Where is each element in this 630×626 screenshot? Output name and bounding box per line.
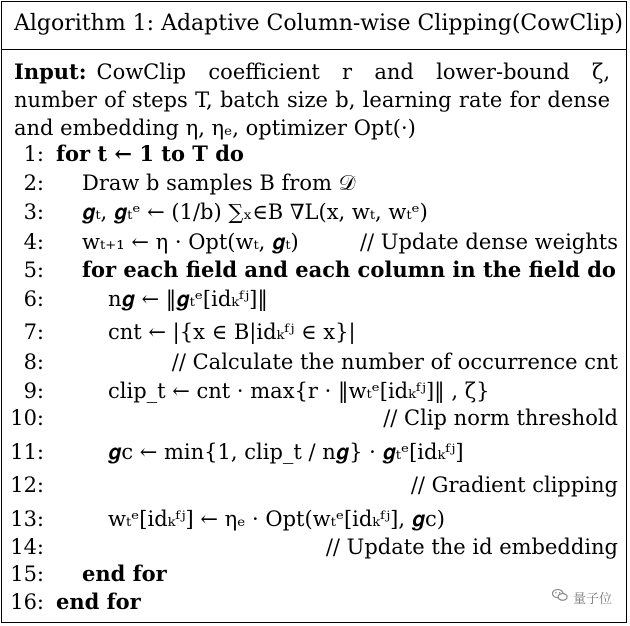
wechat-icon (551, 586, 569, 608)
algorithm-line (2, 140, 628, 168)
algorithm-line (2, 404, 628, 432)
algorithm-line (2, 377, 628, 405)
algorithm-line (2, 438, 628, 466)
line-number: 1: (23, 142, 44, 166)
line-code: cnt ← |{x ∈ B|idₖᶠʲ ∈ x}| (108, 320, 356, 344)
line-code: end for (56, 589, 141, 614)
watermark (551, 586, 612, 608)
algorithm-line (2, 285, 628, 313)
algorithm-title: Algorithm 1: Adaptive Column-wise Clipping(CowClip) (14, 11, 623, 36)
algorithm-line (2, 318, 628, 346)
watermark-text: 量子位 (572, 591, 612, 607)
algorithm-line (2, 505, 628, 533)
algorithm-box (1, 1, 627, 623)
algorithm-line (2, 228, 628, 256)
line-number: 5: (23, 258, 44, 282)
algorithm-line (2, 169, 628, 197)
algorithm-line (2, 588, 628, 616)
line-code: n𝒈 ← ‖𝒈ₜᵉ[idₖᶠʲ]‖ (108, 287, 268, 311)
line-comment: // Gradient clipping (410, 473, 618, 497)
line-code: 𝒈c ← min{1, clip_t / n𝒈} · 𝒈ₜᵉ[idₖᶠʲ] (108, 440, 464, 464)
line-number: 12: (10, 473, 44, 497)
line-comment: // Update the id embedding (325, 535, 618, 559)
algorithm-line (2, 256, 628, 284)
line-number: 3: (23, 200, 44, 224)
line-comment: // Clip norm threshold (383, 406, 618, 430)
line-number: 16: (10, 590, 44, 614)
algorithm-line (2, 533, 628, 561)
algorithm-line (2, 348, 628, 376)
line-number: 10: (10, 406, 44, 430)
input-text: CowClip coefficient r and lower-bound ζ, number of steps T, batch size b, learning rate for dense and embedding η, ηₑ, optimizer Opt(·) (14, 60, 610, 140)
line-number: 14: (10, 535, 44, 559)
line-number: 13: (10, 507, 44, 531)
line-code: wₜ₊₁ ← η · Opt(wₜ, 𝒈ₜ) (82, 230, 299, 254)
line-comment: // Calculate the number of occurrence cnt (171, 350, 618, 374)
line-number: 7: (23, 320, 44, 344)
line-number: 15: (10, 562, 44, 586)
line-comment: // Update dense weights (359, 230, 618, 254)
input-label: Input: (14, 59, 87, 84)
line-code: wₜᵉ[idₖᶠʲ] ← ηₑ · Opt(wₜᵉ[idₖᶠʲ], 𝒈c) (108, 507, 445, 531)
line-code: for t ← 1 to T do (56, 141, 244, 166)
line-number: 4: (23, 230, 44, 254)
line-number: 9: (23, 379, 44, 403)
algorithm-line (2, 198, 628, 226)
line-code: for each field and each column in the field do (82, 257, 616, 282)
line-code: clip_t ← cnt · max{r · ‖wₜᵉ[idₖᶠʲ]‖ , ζ} (108, 379, 490, 403)
line-number: 11: (10, 440, 44, 464)
title-divider (2, 49, 626, 50)
input-section (14, 58, 610, 142)
algorithm-line (2, 471, 628, 499)
line-number: 2: (23, 171, 44, 195)
line-number: 8: (23, 350, 44, 374)
line-number: 6: (23, 287, 44, 311)
line-code: Draw b samples B from 𝒟 (82, 171, 356, 195)
line-code: end for (82, 561, 167, 586)
algorithm-line (2, 560, 628, 588)
line-code: 𝒈ₜ, 𝒈ₜᵉ ← (1/b) ∑ₓ∈B ∇L(x, wₜ, wₜᵉ) (82, 200, 428, 224)
